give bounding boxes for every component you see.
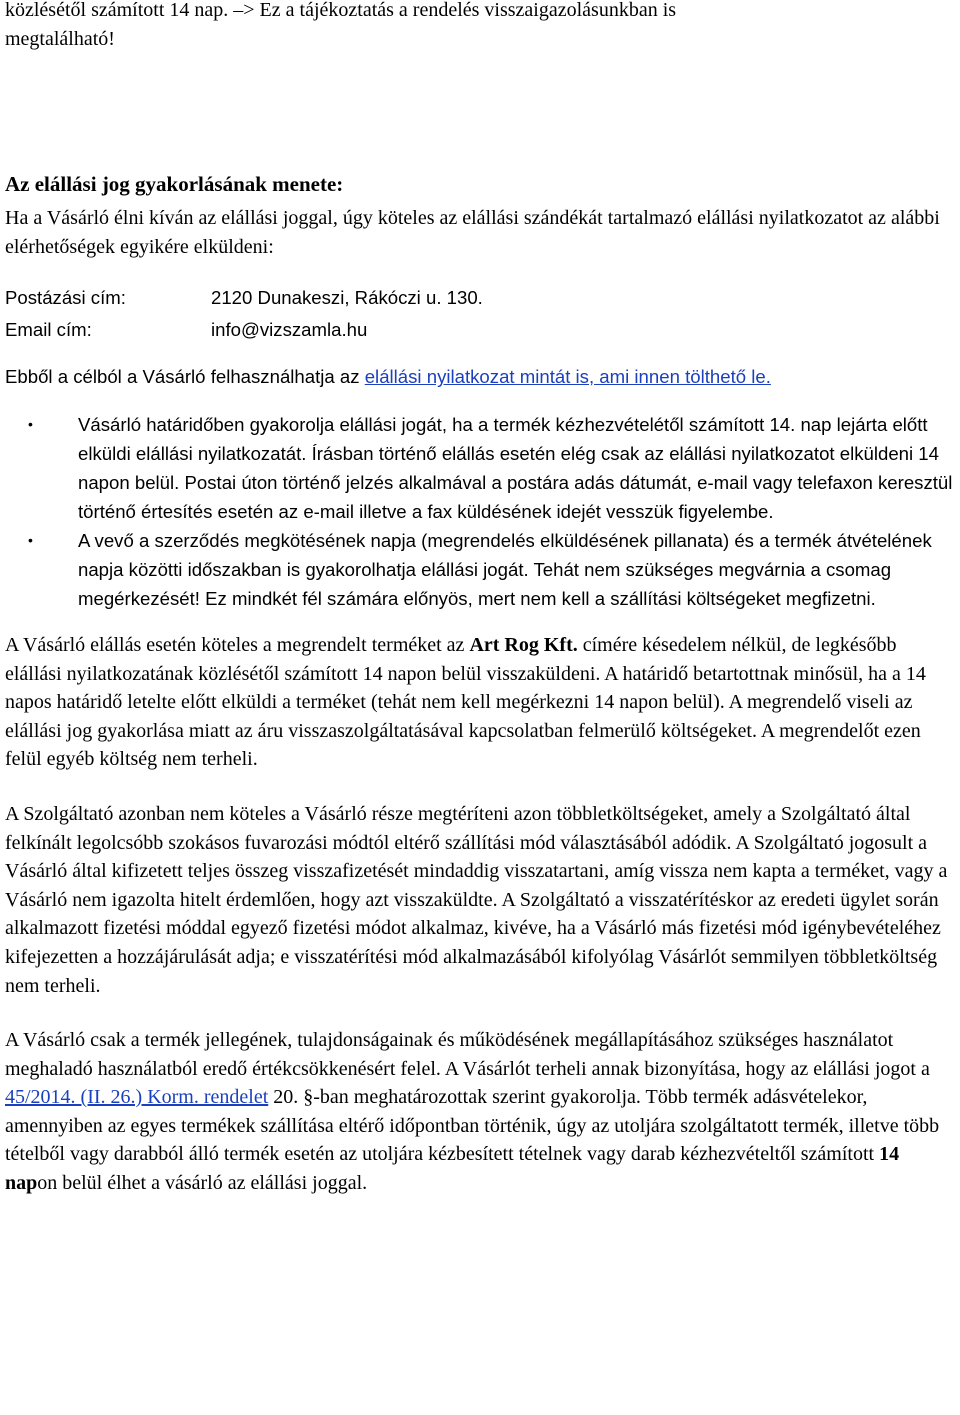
email-row xyxy=(5,314,955,346)
liability-text-1: A Vásárló csak a termék jellegének, tulajdonságainak és működésének megállapításához szükséges használatot meghaladó használatból eredő értékcsökkenésért felel. A Vásárlót terheli annak bizonyítása, hogy az elállási jogot a xyxy=(5,1029,930,1080)
contact-block xyxy=(5,282,955,346)
return-paragraph xyxy=(5,631,955,774)
postal-address-label: Postázási cím: xyxy=(5,287,126,309)
return-text-before: A Vásárló elállás esetén köteles a megrendelt terméket az xyxy=(5,633,470,656)
fourteen-days-bold: 14 nap xyxy=(5,1143,900,1195)
bullet-icon: • xyxy=(28,531,33,548)
decree-link[interactable]: 45/2014. (II. 26.) Korm. rendelet xyxy=(5,1086,269,1109)
company-name: Art Rog Kft. xyxy=(469,633,578,656)
list-item-text: Vásárló határidőben gyakorolja elállási jogát, ha a termék kézhezvételétől számított 14. nap lejárta előtt elküldi elállási nyilatkozatát. Írásban történő elállás esetén elég csak az elállási nyilatkozatot elküldeni 14 napon belül. Postai úton történő jelzés alkalmával a postára adás dátumát, e-mail vagy telefaxon keresztül történő értesítés esetén az e-mail illetve a fax küldésének idejét vesszük figyelembe. xyxy=(78,413,953,522)
bullet-icon: • xyxy=(28,415,33,432)
email-value: info@vizszamla.hu xyxy=(211,319,368,341)
liability-paragraph xyxy=(5,1026,955,1198)
list-item-text: A vevő a szerződés megkötésének napja (megrendelés elküldésének pillanata) és a termék átvételének napja közötti időszakban is gyakorolhatja elállási jogát. Tehát nem szükséges megvárnia a csomag megérkezését! Ez mindkét fél számára előnyös, mert nem kell a szállítási költségeket megfizetni. xyxy=(78,529,932,609)
postal-address-row xyxy=(5,282,955,314)
intro-fragment xyxy=(5,0,955,53)
list-item xyxy=(28,410,955,526)
list-item xyxy=(28,526,955,613)
email-label: Email cím: xyxy=(5,319,92,341)
intro-fragment-line1: közlésétől számított 14 nap. –> Ez a tájékoztatás a rendelés visszaigazolásunkban is xyxy=(5,0,677,21)
intro-fragment-line2: megtalálható! xyxy=(5,27,115,50)
bullet-list xyxy=(5,410,955,613)
withdrawal-form-link[interactable]: elállási nyilatkozat mintát is, ami innen tölthető le. xyxy=(364,366,771,388)
refund-paragraph: A Szolgáltató azonban nem köteles a Vásárló része megtéríteni azon többletköltségeket, amely a Szolgáltató által felkínált legolcsóbb szokásos fuvarozási módtól eltérő szállítási mód választásából adódik. A Szolgáltató jogosult a Vásárló által kifizetett teljes összeg visszafizetését mindaddig visszatartani, amíg vissza nem kapta a terméket, vagy a Vásárló nem igazolta hitelt érdemlően, hogy azt visszaküldte. A Szolgáltató a visszatérítéskor az eredeti ügylet során alkalmazott fizetési móddal egyező fizetési módot alkalmaz, kivéve, ha a Vásárló más fizetési mód igénybevételéhez kifejezetten a hozzájárulását adja; e visszatérítési mód alkalmazásából kifolyólag Vásárlót semmilyen többletköltség nem terheli. xyxy=(5,802,948,997)
purpose-paragraph xyxy=(5,362,955,391)
liability-text-3: on belül élhet a vásárló az elállási joggal. xyxy=(37,1172,368,1195)
liability-text-2: 20. §-ban meghatározottak szerint gyakorolja. Több termék adásvételekor, amennyiben az egyes termékek szállítása eltérő időpontban történik, úgy az utoljára szolgáltatott termék, illetve több tételből vagy darabból álló termék esetén az utoljára kézbesített tételnek vagy darab kézhezvételtől számított xyxy=(5,1086,940,1166)
postal-address-value: 2120 Dunakeszi, Rákóczi u. 130. xyxy=(211,287,483,309)
section-heading: Az elállási jog gyakorlásának menete: xyxy=(5,172,344,197)
return-text-after: címére késedelem nélkül, de legkésőbb elállási nyilatkozatának közlésétől számított 14 napon belül visszaküldeni. A határidő betartottnak minősül, ha a 14 napos határidő letelte előtt elküldi a terméket (tehát nem kell megérkezni 14 napon belül). A megrendelő viseli az elállási jog gyakorlása miatt az áru visszaszolgáltatásával kapcsolatban felmerülő költségeket. A megrendelőt ezen felül egyéb költség nem terheli. xyxy=(5,633,926,771)
document-page xyxy=(5,0,955,1198)
purpose-text: Ebből a célból a Vásárló felhasználhatja az xyxy=(5,366,365,388)
intro-paragraph: Ha a Vásárló élni kíván az elállási joggal, úgy köteles az elállási szándékát tartalmazó elállási nyilatkozatot az alábbi elérhetőségek egyikére elküldeni: xyxy=(5,207,940,258)
